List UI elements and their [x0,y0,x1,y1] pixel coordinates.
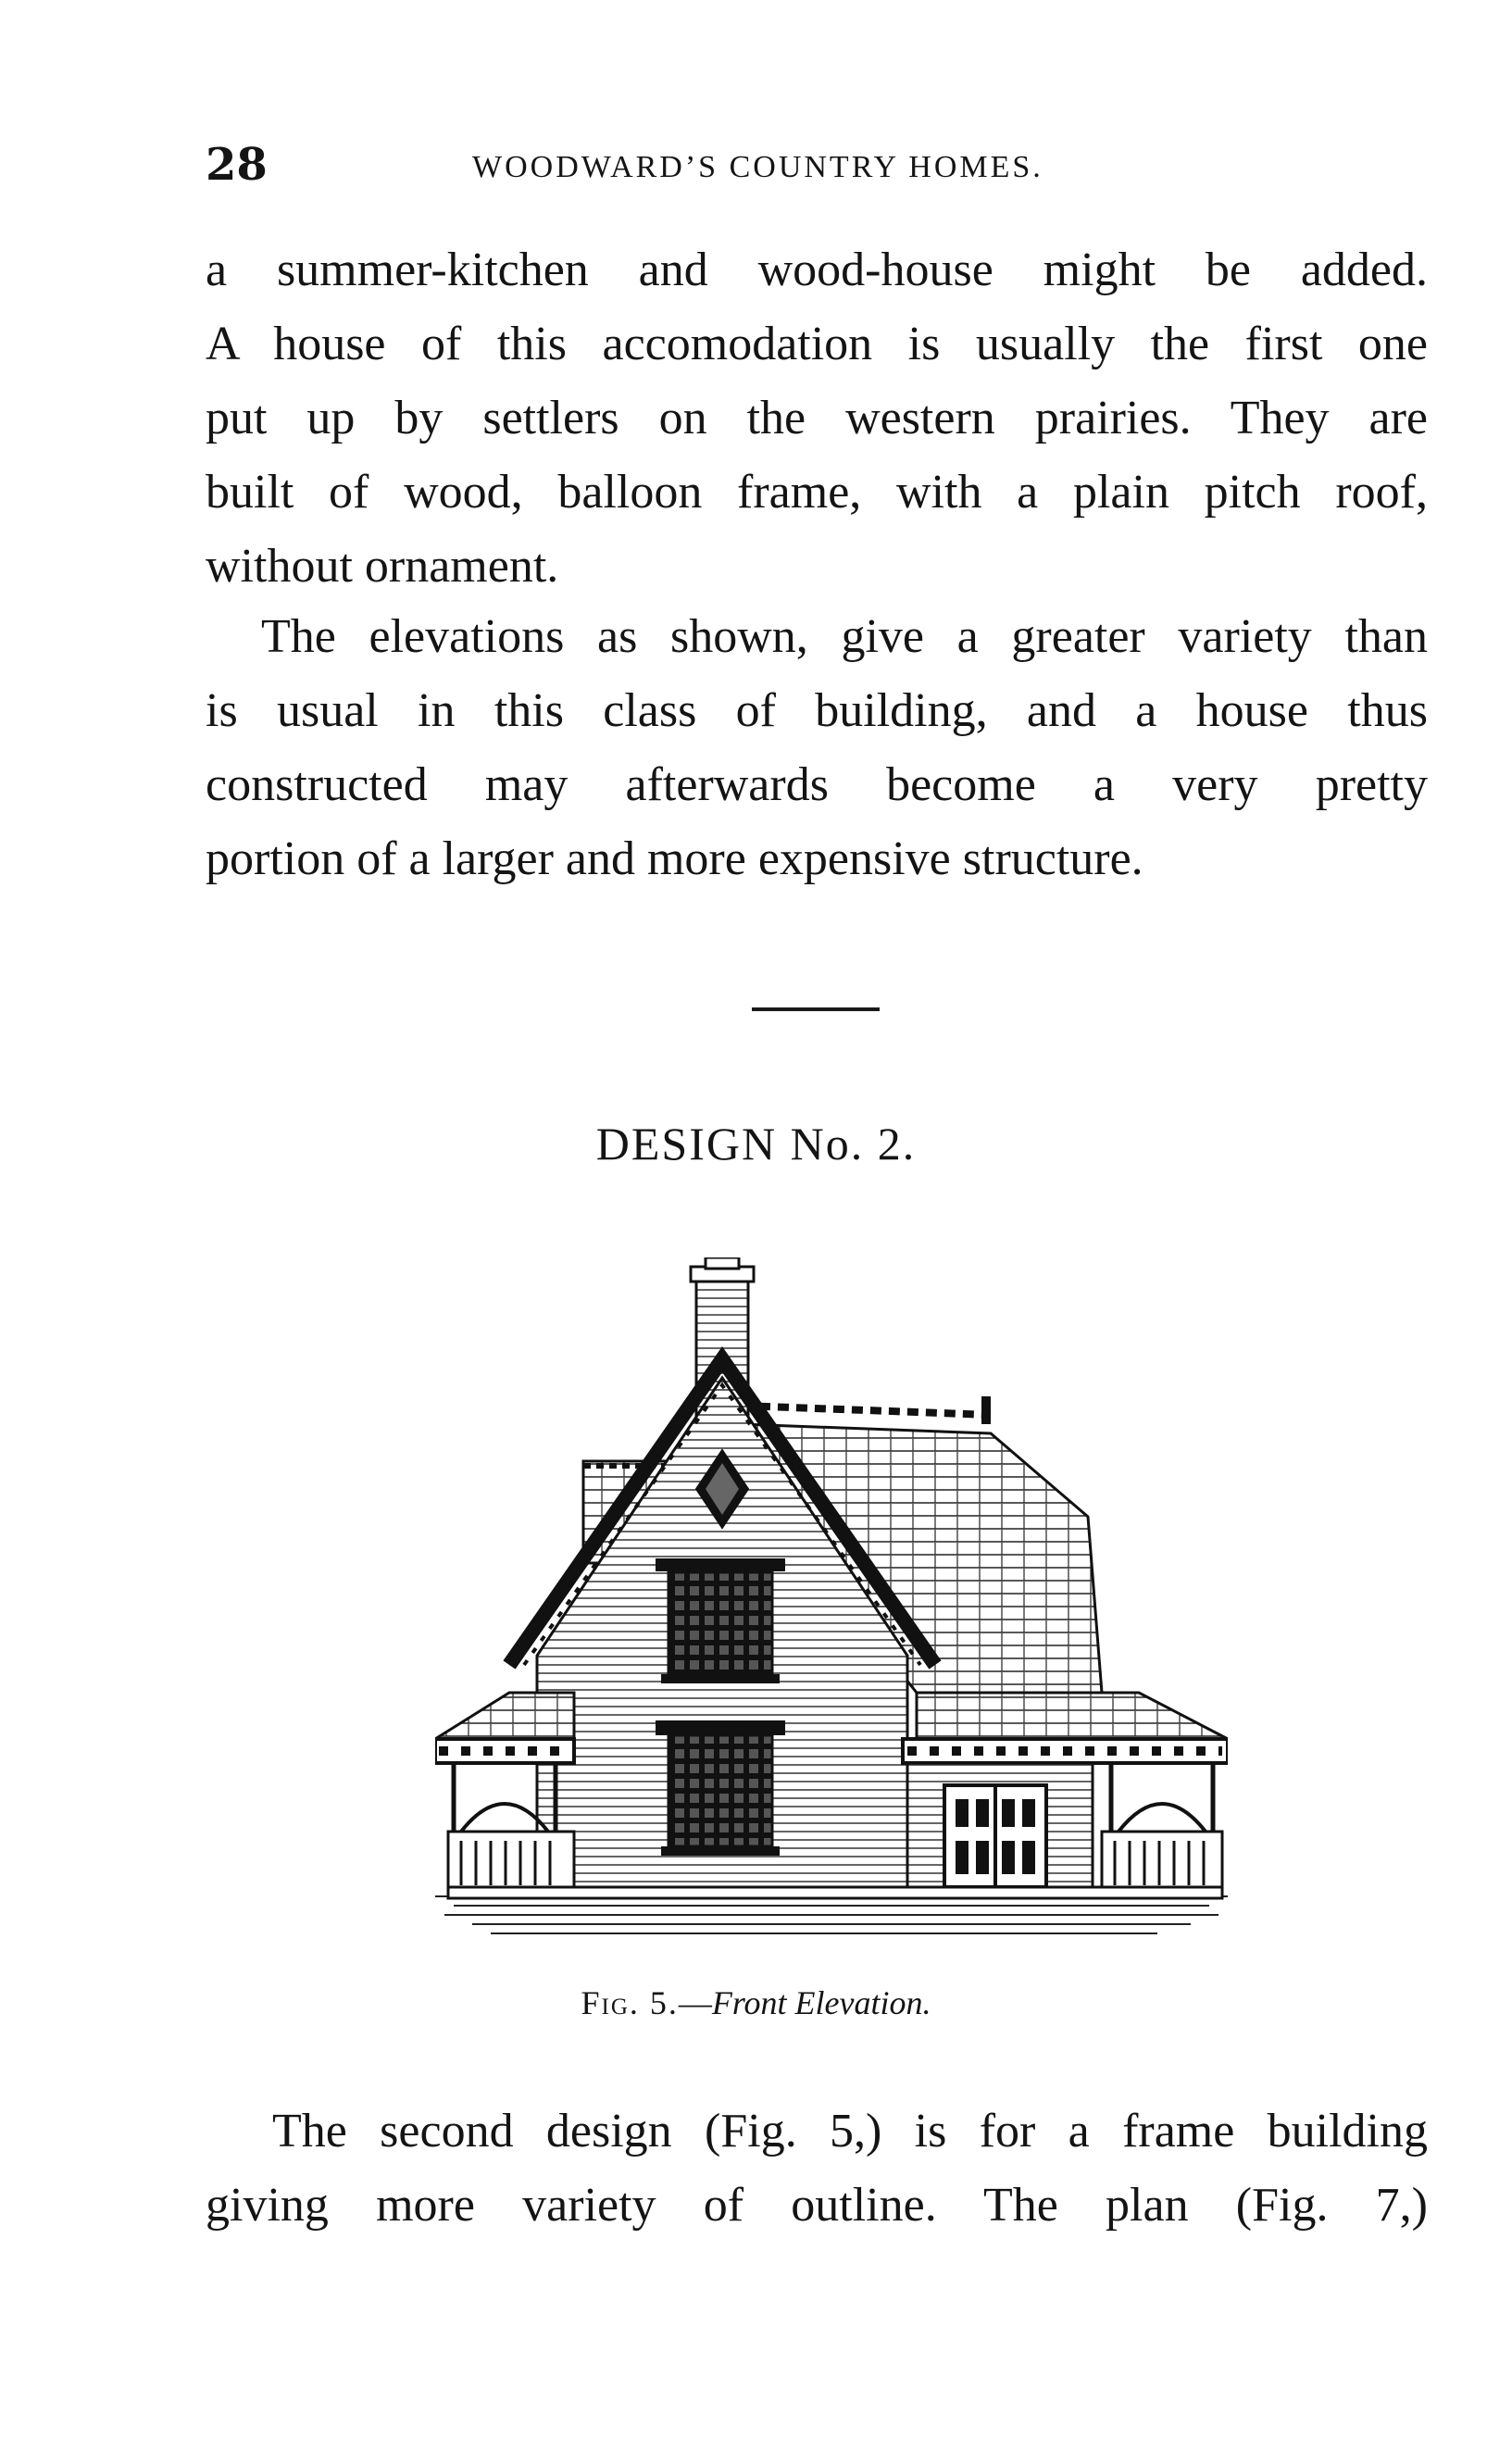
figure-caption [0,1980,1512,2026]
text-line: A house of this accomodation is usually the first one [206,318,1428,370]
caption-dash: — [678,1984,712,2021]
text-line: without ornament. [206,540,559,593]
figure-label: Fig. 5. [581,1984,679,2021]
text-line: put up by settlers on the western prairies. They are [206,392,1428,444]
design-heading: DESIGN No. 2. [595,1118,917,1169]
paragraph-1 [206,233,1428,604]
figure-title: Front Elevation. [711,1984,931,2021]
text-line: giving more variety of outline. The plan (Fig. 7,) [206,2179,1428,2232]
text-line: is usual in this class of building, and a house thus [206,684,1428,737]
page-header [206,137,1428,193]
text-line: constructed may afterwards become a very pretty [206,758,1428,811]
paragraph-3 [206,2095,1428,2243]
section-divider [752,1007,880,1011]
text-line: built of wood, balloon frame, with a plain pitch roof, [206,466,1428,519]
text-line: The second design (Fig. 5,) is for a frame building [272,2105,1428,2158]
running-title: WOODWARD’S COUNTRY HOMES. [472,150,1043,184]
page-number: 28 [206,139,268,191]
paragraph-2 [206,600,1428,896]
house-front-elevation-illustration [435,1257,1228,1961]
text-line: The elevations as shown, give a greater variety than [261,610,1428,663]
text-line: portion of a larger and more expensive structure. [206,832,1143,885]
text-line: a summer-kitchen and wood-house might be added. [206,244,1428,296]
